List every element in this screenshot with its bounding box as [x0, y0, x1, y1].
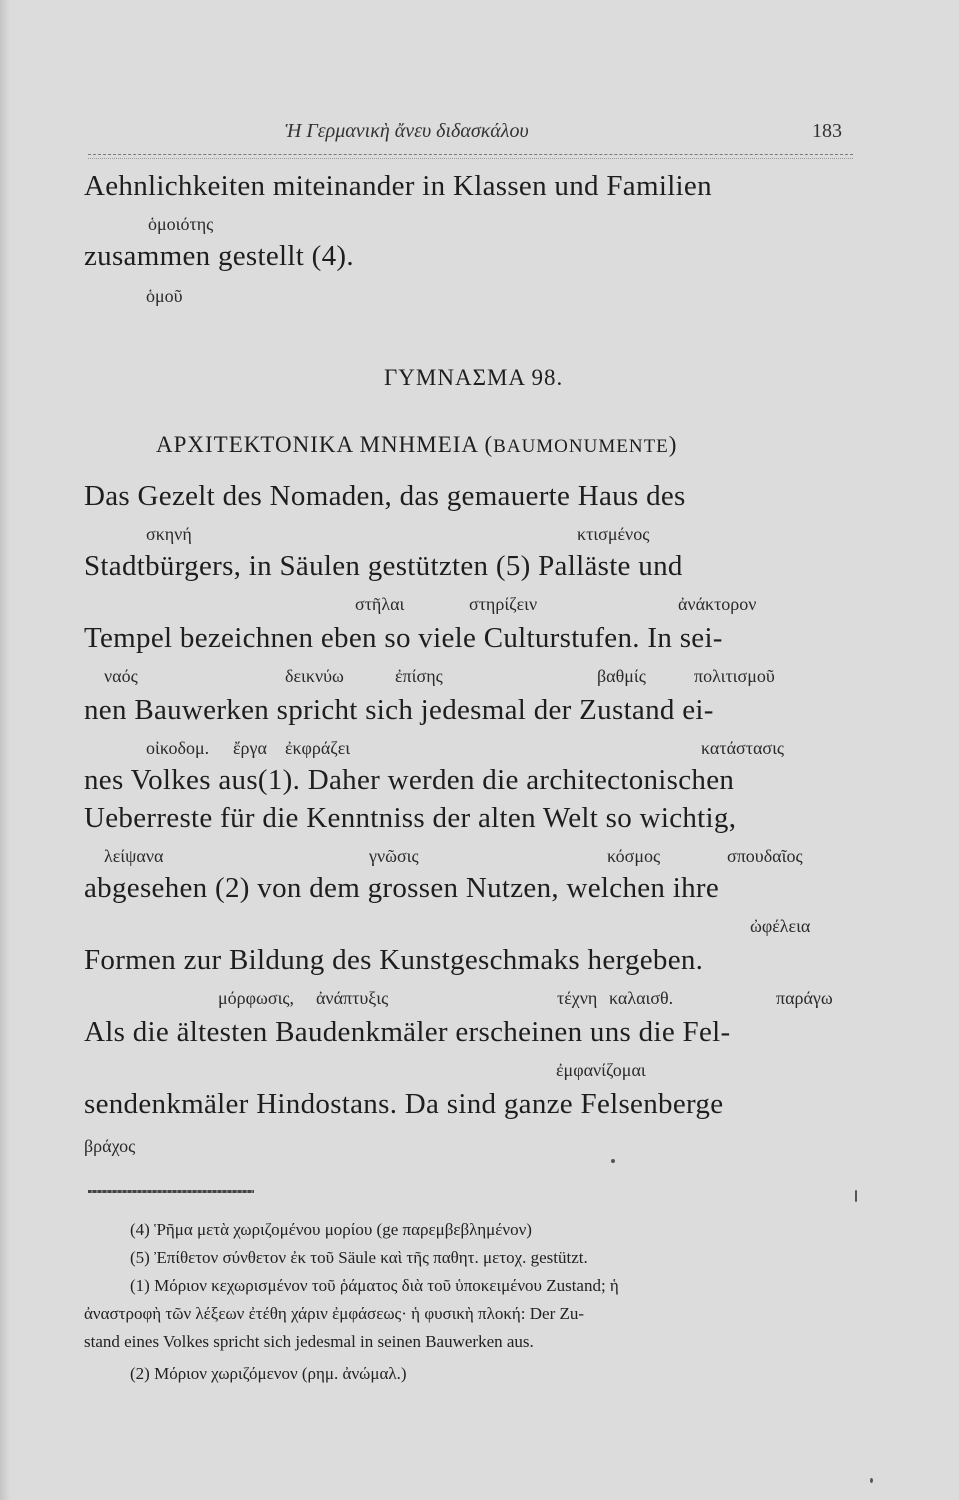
gloss-parago: παράγω: [776, 988, 833, 1008]
text-line-8: Ueberreste für die Kenntniss der alten Welt so wichtig,: [84, 802, 737, 834]
footnote-1-line-3: stand eines Volkes spricht sich jedesmal in seinen Bauwerken aus.: [84, 1332, 534, 1351]
gloss-epises: ἐπίσης: [395, 666, 443, 686]
text-line-7: nes Volkes aus(1). Daher werden die architectonischen: [84, 764, 735, 796]
footnote-5: (5) Ἐπίθετον σύνθετον ἐκ τοῦ Säule καὶ τῆς παθητ. μετοχ. gestützt.: [130, 1248, 588, 1267]
gloss-line-1: ὁμοιότης: [148, 214, 214, 234]
gloss-spoudaios: σπουδαῖος: [727, 846, 803, 866]
gloss-emphanizomai: ἐμφανίζομαι: [556, 1060, 646, 1080]
text-line-12: sendenkmäler Hindostans. Da sind ganze Felsenberge: [84, 1088, 724, 1120]
exercise-subtitle-smallcaps: BAUMONUMENTE: [493, 436, 669, 457]
gloss-line-2: ὁμοῦ: [146, 286, 183, 306]
text-line-10: Formen zur Bildung des Kunstgeschmaks hergeben.: [84, 944, 704, 976]
footnote-1-line-1: (1) Μόριον κεχωρισμένον τοῦ ῥάματος διὰ τοῦ ὑποκειμένου Zustand; ἡ: [130, 1276, 619, 1295]
gloss-opheleia: ὠφέλεια: [750, 916, 811, 936]
footnote-1-line-2: ἀναστροφὴ τῶν λέξεων ἐτέθη χάριν ἐμφάσεως· ἡ φυσικὴ πλοκή: Der Zu-: [84, 1304, 585, 1323]
gloss-stelai: στῆλαι: [355, 594, 405, 614]
footnote-rule: [88, 1190, 254, 1193]
gloss-brachos: βράχος: [84, 1136, 136, 1156]
footnote-4: (4) Ῥῆμα μετὰ χωριζομένου μορίου (ge παρεμβεβλημένον): [130, 1220, 532, 1239]
gloss-morphosis: μόρφωσις,: [218, 988, 295, 1008]
text-line-6: nen Bauwerken spricht sich jedesmal der Zustand ei-: [84, 694, 714, 726]
gloss-naos: ναός: [104, 666, 138, 686]
gloss-kosmos: κόσμος: [607, 846, 661, 866]
gloss-erga: ἔργα: [233, 738, 267, 758]
gloss-ekphrazei: ἐκφράζει: [285, 738, 351, 758]
gloss-anaptyxis: ἀνάπτυξις: [316, 988, 389, 1008]
gloss-skene: σκηνή: [146, 524, 192, 544]
text-line-4: Stadtbürgers, in Säulen gestützten (5) Palläste und: [84, 550, 683, 582]
gloss-bathmis: βαθμίς: [597, 666, 646, 686]
text-line-1: Aehnlichkeiten miteinander in Klassen und Familien: [84, 170, 712, 202]
paper-speck: [870, 1478, 873, 1483]
page-spine-shadow: [0, 0, 10, 1500]
page-number: 183: [812, 120, 842, 142]
footnote-2: (2) Μόριον χωριζόμενον (ρημ. ἀνώμαλ.): [130, 1364, 407, 1383]
gloss-deiknyo: δεικνύω: [285, 666, 344, 686]
running-header-title: Ἡ Γερμανικὴ ἄνευ διδασκάλου: [285, 120, 529, 142]
paper-speck: [855, 1190, 857, 1202]
gloss-oikodom: οἰκοδομ.: [146, 738, 210, 758]
gloss-anaktoron: ἀνάκτορον: [678, 594, 757, 614]
gloss-techne: τέχνη: [557, 988, 598, 1008]
text-line-11: Als die ältesten Baudenkmäler erscheinen uns die Fel-: [84, 1016, 731, 1048]
exercise-subtitle-main: ΑΡΧΙΤΕΚΤΟΝΙΚΑ ΜΝΗΜΕΙΑ (: [156, 432, 494, 457]
exercise-subtitle: [156, 432, 677, 458]
text-line-5: Tempel bezeichnen eben so viele Culturstufen. In sei-: [84, 622, 723, 654]
exercise-subtitle-end: ): [668, 432, 678, 457]
text-line-2: zusammen gestellt (4).: [84, 240, 354, 272]
gloss-leipsana: λείψανα: [104, 846, 164, 866]
paper-speck: [611, 1159, 615, 1163]
text-line-3: Das Gezelt des Nomaden, das gemauerte Haus des: [84, 480, 686, 512]
gloss-kalaisth: καλαισθ.: [609, 988, 674, 1008]
exercise-title: ΓΥΜΝΑΣΜΑ 98.: [384, 365, 564, 390]
text-line-9: abgesehen (2) von dem grossen Nutzen, welchen ihre: [84, 872, 720, 904]
gloss-katastasis: κατάστασις: [701, 738, 785, 758]
gloss-politismou: πολιτισμοῦ: [694, 666, 775, 686]
header-rule: [88, 154, 853, 159]
gloss-sterizein: στηρίζειν: [469, 594, 538, 614]
gloss-gnosis: γνῶσις: [369, 846, 419, 866]
gloss-ktismenos: κτισμένος: [577, 524, 650, 544]
